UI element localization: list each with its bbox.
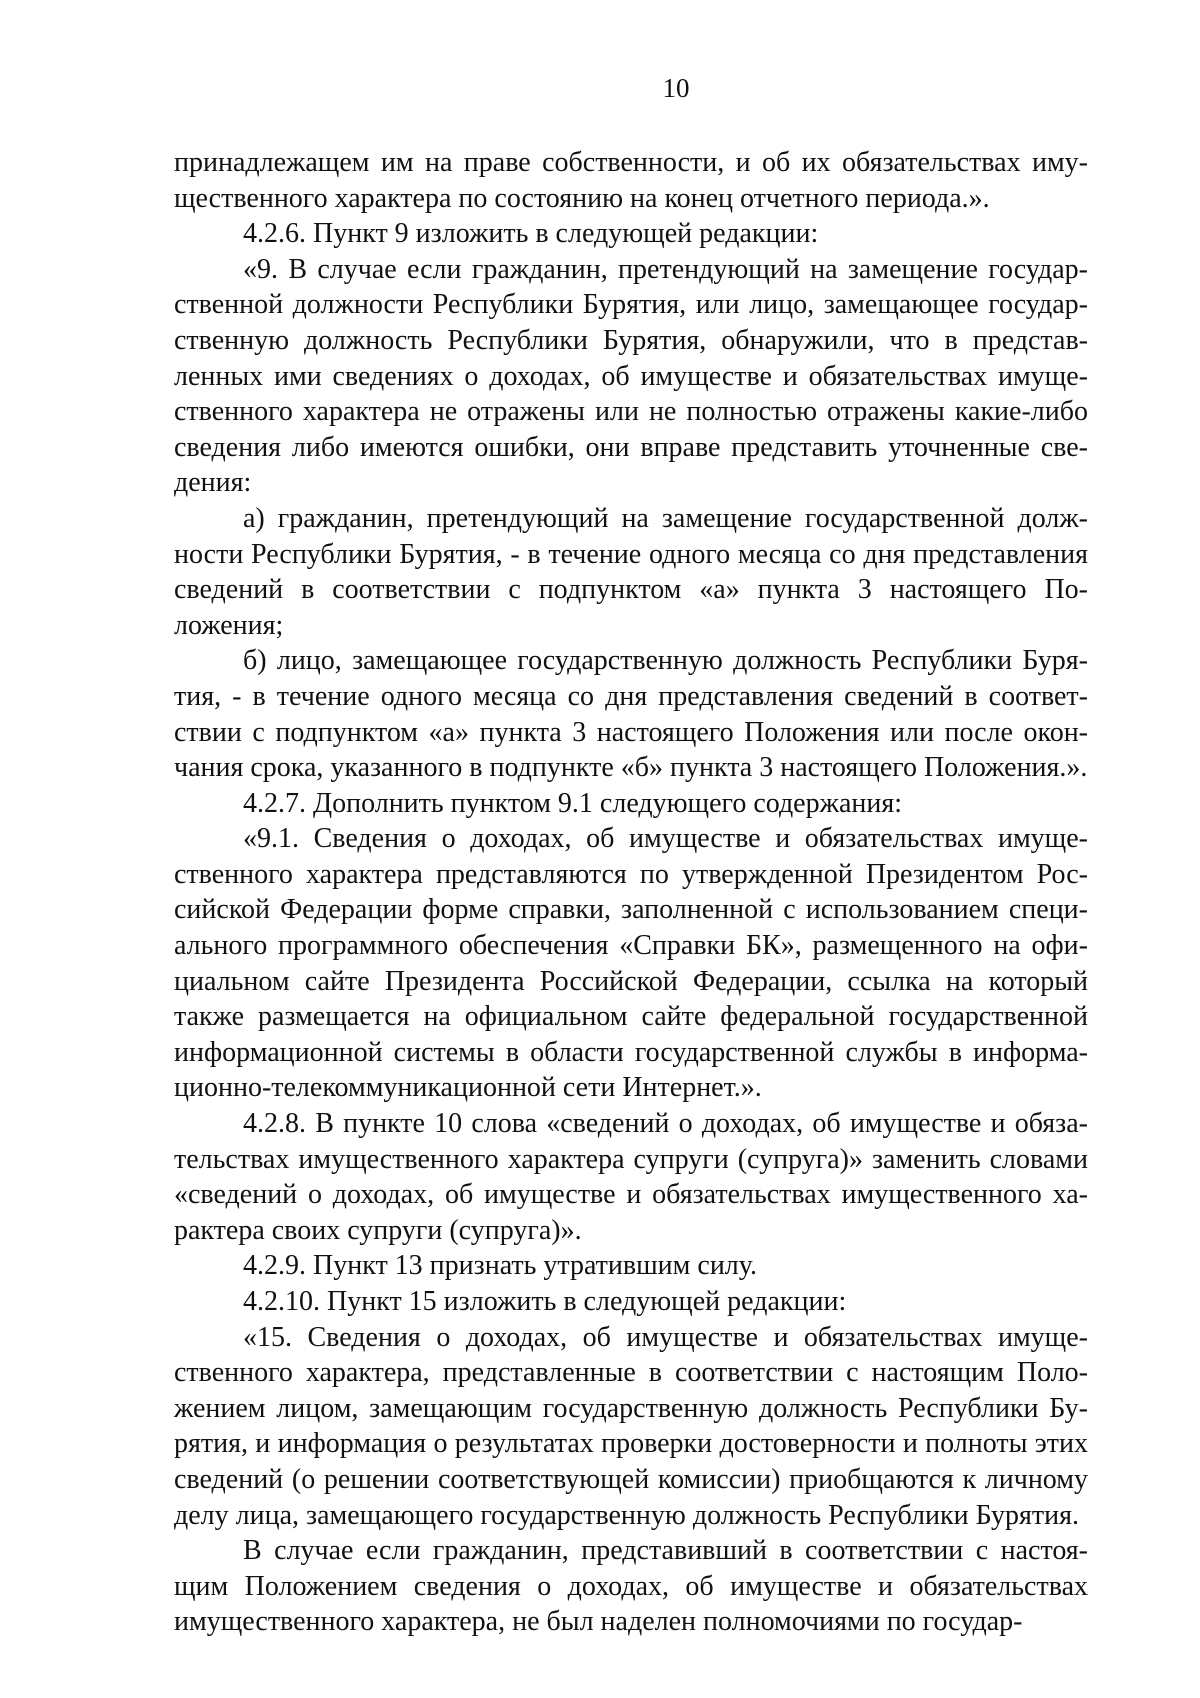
paragraph-point-9-a: а) гражданин, претендующий на замещение государственной должности Республики Бурятия, - в течение одного месяца со дня представления сведений в соответствии с подпунктом «а» пункта 3 настоящего Положения; xyxy=(174,502,1088,641)
paragraph-point-9: «9. В случае если гражданин, претендующий на замещение государственной должности Республики Бурятия, или лицо, замещающее государственную должность Республики Бурятия, обнаружили, что в представленных ими сведениях о доходах, об имуществе и обязательствах имущественного характера не отражены или не полностью отражены какие-либо сведения либо имеются ошибки, они вправе представить уточненные сведения: xyxy=(174,253,1088,499)
paragraph-4-2-9: 4.2.9. Пункт 13 признать утратившим силу. xyxy=(243,1250,757,1282)
paragraph-point-15: «15. Сведения о доходах, об имуществе и обязательствах имущественного характера, представленные в соответствии с настоящим Положением лицом, замещающим государственную должность Республики Бурятия, и информация о результатах проверки достоверности и полноты этих сведений (о решении соответствующей комиссии) приобщаются к личному делу лица, замещающего государственную должность Республики Бурятия. xyxy=(174,1321,1088,1531)
paragraph-4-2-6-heading: 4.2.6. Пункт 9 изложить в следующей редакции: xyxy=(243,218,819,250)
paragraph-4-2-8: 4.2.8. В пункте 10 слова «сведений о доходах, об имуществе и обязательствах имущественного характера супруги (супруга)» заменить словами «сведений о доходах, об имуществе и обязательствах имущественного характера своих супруги (супруга)». xyxy=(174,1108,1088,1246)
paragraph-4-2-10-heading: 4.2.10. Пункт 15 изложить в следующей редакции: xyxy=(243,1286,847,1317)
document-body xyxy=(174,145,1088,1640)
paragraph-point-9-1: «9.1. Сведения о доходах, об имуществе и обязательствах имущественного характера представляются по утвержденной Президентом Российской Федерации форме справки, заполненной с использованием специального программного обеспечения «Справки БК», размещенного на официальном сайте Президента Российской Федерации, ссылка на который также размещается на официальном сайте федеральной государственной информационной системы в области государственной службы в информационно-телекоммуникационной сети Интернет.». xyxy=(174,823,1088,1104)
paragraph-4-2-7-heading: 4.2.7. Дополнить пунктом 9.1 следующего содержания: xyxy=(243,787,903,819)
paragraph-point-9-b: б) лицо, замещающее государственную должность Республики Бурятия, - в течение одного месяца со дня представления сведений в соответствии с подпунктом «а» пункта 3 настоящего Положения или после окончания срока, указанного в подпункте «б» пункта 3 настоящего Положения.». xyxy=(174,645,1088,784)
paragraph-continuation: принадлежащем им на праве собственности, и об их обязательствах имущественного характера по состоянию на конец отчетного периода.». xyxy=(174,147,1088,214)
page-number: 10 xyxy=(662,73,690,103)
paragraph-point-15-continued: В случае если гражданин, представивший в соответствии с настоящим Положением сведения о доходах, об имуществе и обязательствах имущественного характера, не был наделен полномочиями по государ- xyxy=(174,1535,1088,1638)
